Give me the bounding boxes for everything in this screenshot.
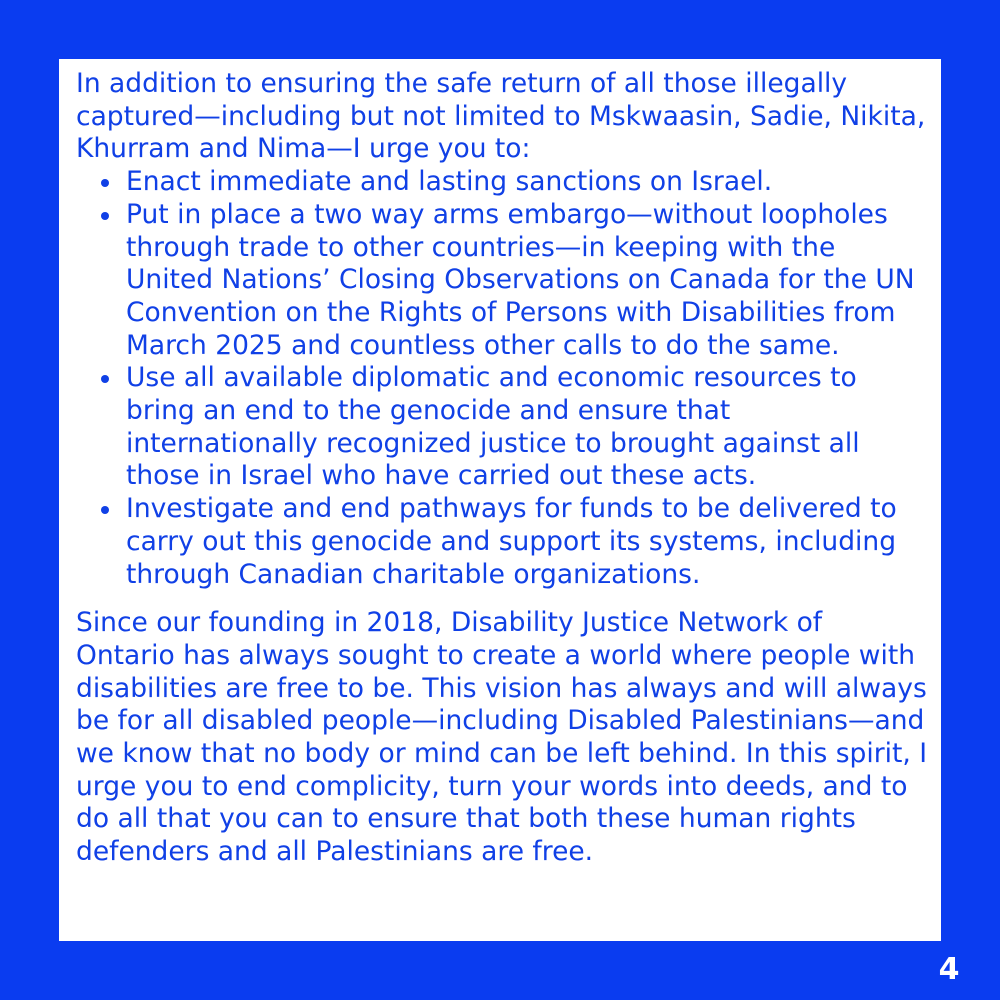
list-item — [126, 199, 927, 363]
bullet-icon — [101, 506, 109, 514]
list-item — [126, 362, 927, 493]
bullet-icon — [101, 212, 109, 220]
list-item — [126, 166, 927, 199]
list-item-text: Investigate and end pathways for funds to be delivered to carry out this genocide and support its systems, including through Canadian charitable organizations. — [126, 493, 897, 590]
bullet-icon — [101, 375, 109, 383]
bullet-icon — [101, 179, 109, 187]
list-item — [126, 493, 927, 591]
letter-card — [59, 59, 941, 941]
page-number: 4 — [938, 952, 960, 987]
list-item-text: Enact immediate and lasting sanctions on Israel. — [126, 166, 773, 198]
list-item-text: Put in place a two way arms embargo—without loopholes through trade to other countries—in keeping with the United Nations’ Closing Observations on Canada for the UN Convention on the Rights of Persons with Disabilities from March 2025 and countless other calls to do the same. — [126, 198, 915, 361]
closing-paragraph: Since our founding in 2018, Disability Justice Network of Ontario has always sought to create a world where people with disabilities are free to be. This vision has always and will always be for all disabled people—including Disabled Palestinians—and we know that no body or mind can be left behind. In this spirit, I urge you to end complicity, turn your words into deeds, and to do all that you can to ensure that both these human rights defenders and all Palestinians are free. — [76, 607, 928, 868]
intro-paragraph: In addition to ensuring the safe return of all those illegally captured—including but not limited to Mskwaasin, Sadie, Nikita, Khurram and Nima—I urge you to: — [76, 68, 926, 165]
list-item-text: Use all available diplomatic and economic resources to bring an end to the genocide and ensure that internationally recognized justice to brought against all those in Israel who have carried out these acts. — [126, 362, 860, 492]
demands-list — [76, 166, 927, 591]
